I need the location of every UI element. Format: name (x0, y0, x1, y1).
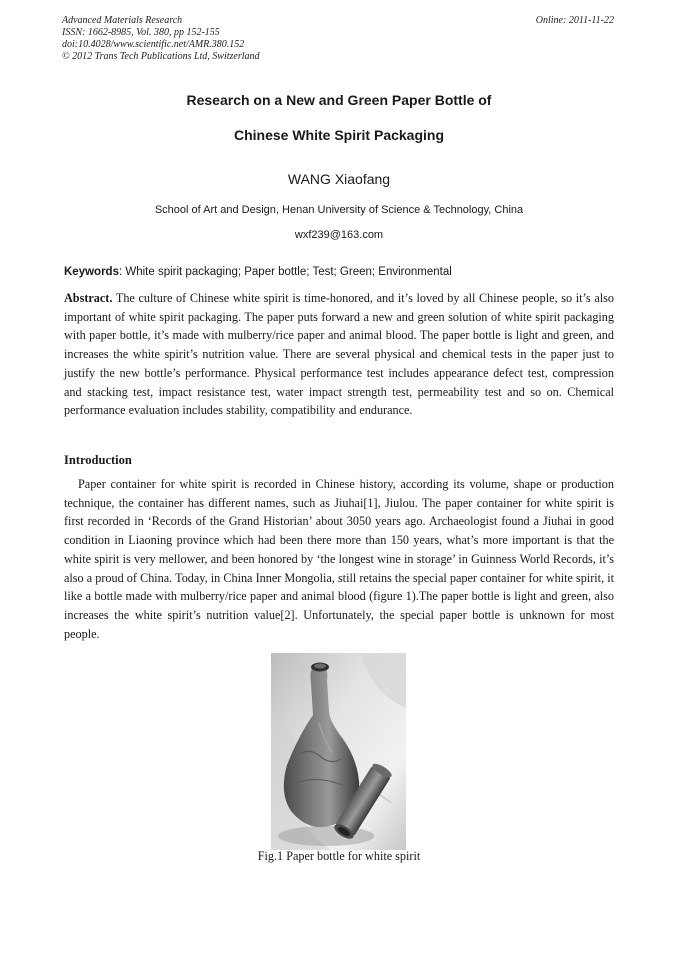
doi-line: doi:10.4028/www.scientific.net/AMR.380.152 (62, 39, 245, 50)
paper-title-line-2: Chinese White Spirit Packaging (233, 127, 445, 143)
introduction-heading: Introduction (64, 453, 132, 467)
paper-bottle-photo (271, 653, 406, 850)
copyright-line: © 2012 Trans Tech Publications Ltd, Switzerland (62, 51, 260, 62)
abstract-text: The culture of Chinese white spirit is time-honored, and it’s loved by all Chinese people, so it’s also important of white spirit packaging. The paper puts forward a new and green solution of white spirit packaging with paper bottle, it’s made with mulberry/rice paper and animal blood. The paper bottle is light and green, and increases the white spirit’s nutrition value. There are several physical and chemical tests in the paper just to justify the new bottle’s performance. Physical performance test includes appearance defect test, compression and stacking test, impact resistance test, water impact strength test, permeability test and so on. Chemical performance evaluation includes stability, compatibility and endurance. (64, 291, 614, 418)
introduction-paragraph: Paper container for white spirit is recorded in Chinese history, according its volume, shape or production technique, the container has different names, such as Jiuhai[1], Jiulou. The paper container for white spirit is first recorded in ‘Records of the Grand Historian’ about 3050 years ago. Archaeologist found a Jiuhai in good condition in Liaoning province which had been there more than 150 years, what’s more important is that the white spirit is very mellower, and been honored by ‘the longest wine in storage’ in Guinness World Records, it’s also a proud of China. Today, in China Inner Mongolia, still retains the special paper container for white spirit, it like a bottle made with mulberry/rice paper and animal blood (figure 1).The paper bottle is light and green, also increases the white spirit’s nutrition value[2]. Unfortunately, the special paper bottle is unknown for most people. (64, 477, 614, 641)
keywords-text: : White spirit packaging; Paper bottle; Test; Green; Environmental (118, 266, 452, 278)
figure-caption: Fig.1 Paper bottle for white spirit (257, 849, 421, 863)
abstract (64, 289, 614, 420)
abstract-label: Abstract. (64, 291, 113, 305)
author-affiliation: School of Art and Design, Henan University of Science & Technology, China (154, 204, 524, 216)
keywords (64, 266, 614, 278)
paper-title-line-1: Research on a New and Green Paper Bottle of (186, 92, 492, 108)
author-name: WANG Xiaofang (287, 171, 391, 187)
issn-line: ISSN: 1662-8985, Vol. 380, pp 152-155 (62, 27, 220, 38)
keywords-label: Keywords (64, 266, 119, 278)
online-date: Online: 2011-11-22 (535, 15, 614, 26)
journal-name: Advanced Materials Research (62, 15, 183, 26)
running-header (62, 15, 614, 63)
author-email: wxf239@163.com (294, 229, 384, 241)
